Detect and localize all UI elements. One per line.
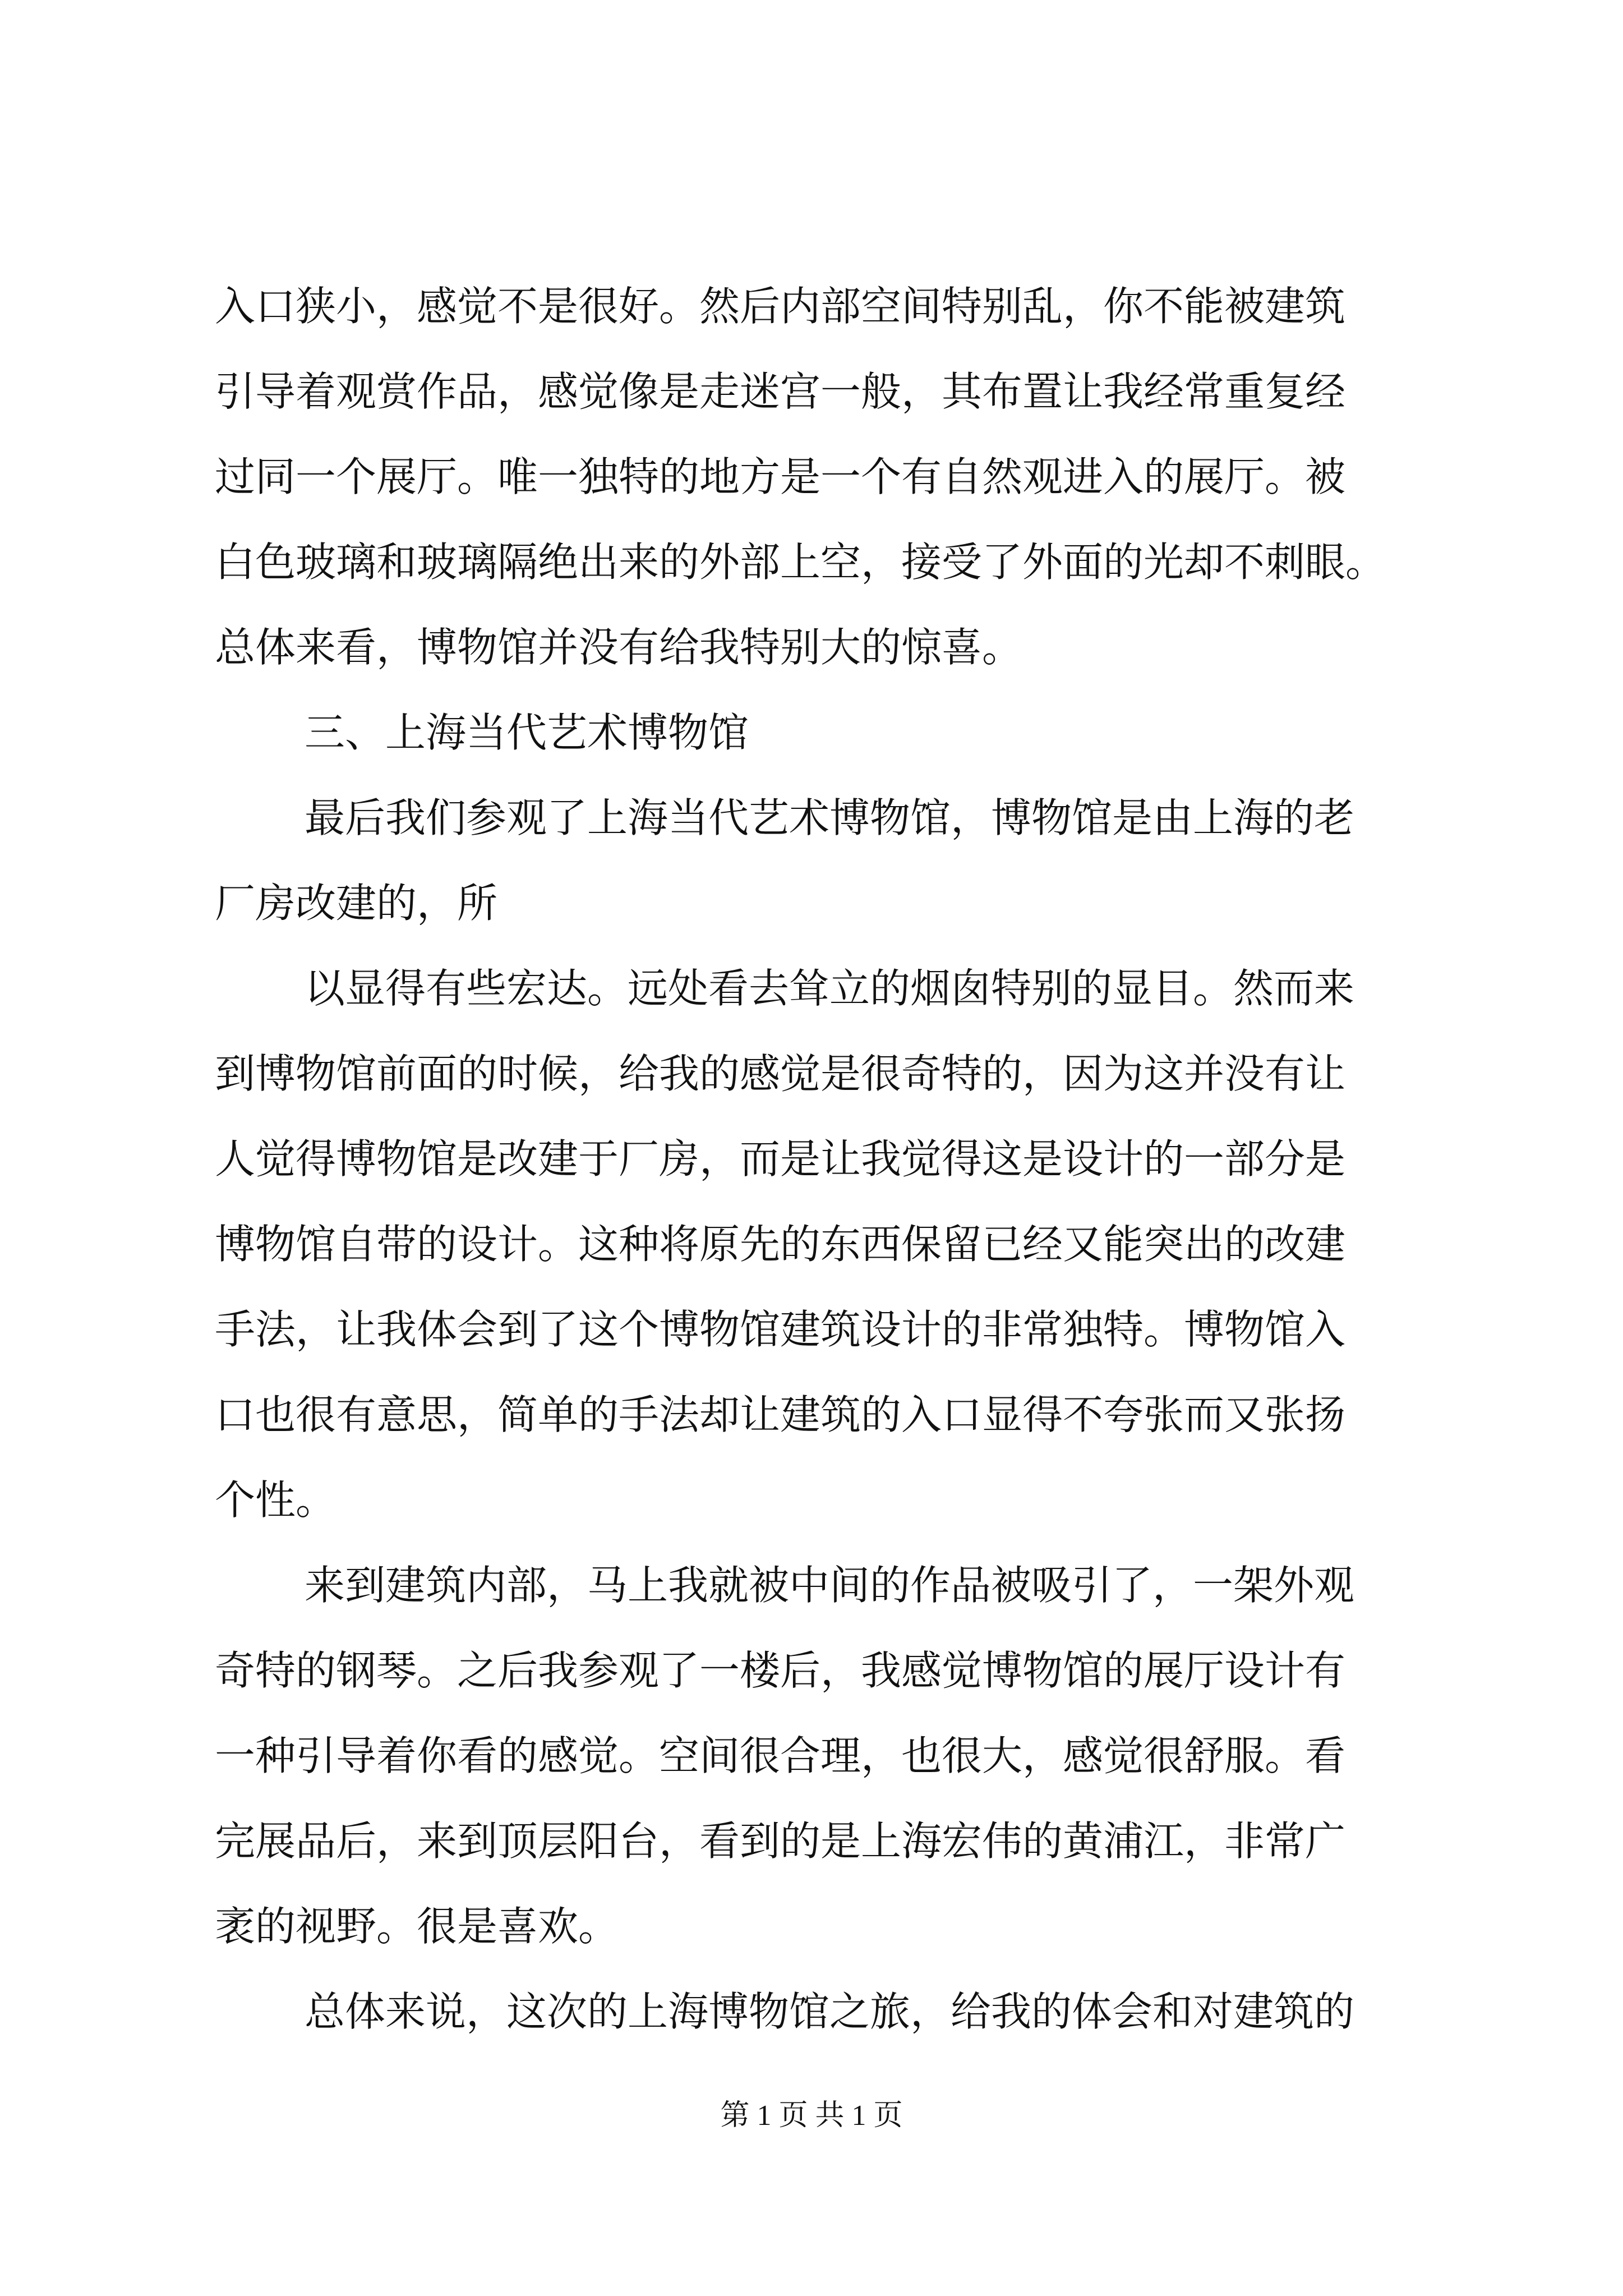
text-line: 过同一个展厅。唯一独特的地方是一个有自然观进入的展厅。被 (215, 453, 1346, 500)
text-line: 厂房改建的，所 (215, 880, 498, 927)
text-line: 一种引导着你看的感觉。空间很合理，也很大，感觉很舒服。看 (215, 1732, 1346, 1779)
text-line: 博物馆自带的设计。这种将原先的东西保留已经又能突出的改建 (215, 1221, 1346, 1268)
text-line: 奇特的钢琴。之后我参观了一楼后，我感觉博物馆的展厅设计有 (215, 1647, 1346, 1694)
text-line: 白色玻璃和玻璃隔绝出来的外部上空，接受了外面的光却不刺眼。 (215, 539, 1386, 586)
page-number-footer: 第 1 页 共 1 页 (720, 2100, 903, 2132)
text-line: 入口狭小，感觉不是很好。然后内部空间特别乱，你不能被建筑 (215, 283, 1346, 330)
section-heading: 三、上海当代艺术博物馆 (305, 709, 749, 756)
text-line: 最后我们参观了上海当代艺术博物馆，博物馆是由上海的老 (305, 794, 1355, 841)
text-line: 引导着观赏作品，感觉像是走迷宫一般，其布置让我经常重复经 (215, 368, 1346, 415)
text-line: 到博物馆前面的时候，给我的感觉是很奇特的，因为这并没有让 (215, 1050, 1346, 1097)
text-line: 完展品后，来到顶层阳台，看到的是上海宏伟的黄浦江，非常广 (215, 1818, 1346, 1865)
text-line: 个性。 (215, 1476, 336, 1524)
text-line: 人觉得博物馆是改建于厂房，而是让我觉得这是设计的一部分是 (215, 1135, 1346, 1182)
text-line: 手法，让我体会到了这个博物馆建筑设计的非常独特。博物馆入 (215, 1306, 1346, 1353)
text-line: 来到建筑内部，马上我就被中间的作品被吸引了，一架外观 (305, 1562, 1355, 1609)
body-text (215, 264, 1415, 2054)
text-line: 总体来看，博物馆并没有给我特别大的惊喜。 (215, 624, 1023, 671)
text-line: 总体来说，这次的上海博物馆之旅，给我的体会和对建筑的 (305, 1988, 1355, 2035)
text-line: 口也很有意思，简单的手法却让建筑的入口显得不夸张而又张扬 (215, 1391, 1346, 1438)
text-line: 以显得有些宏达。远处看去耸立的烟囱特别的显目。然而来 (305, 965, 1355, 1012)
text-line: 袤的视野。很是喜欢。 (215, 1903, 619, 1950)
